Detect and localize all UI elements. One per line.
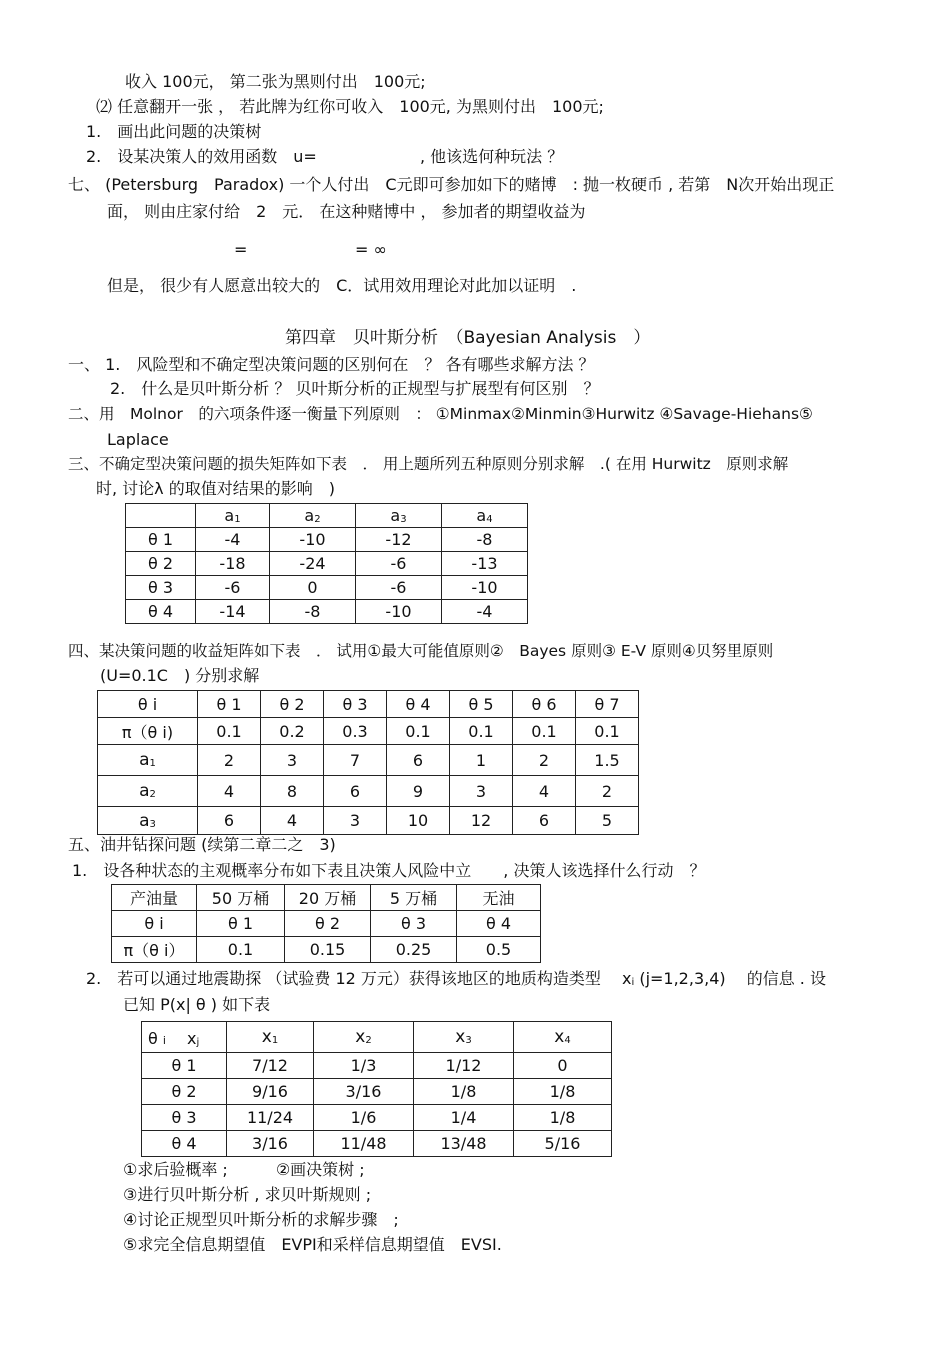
text-line: , 他该选何种玩法 ？ [420, 147, 564, 166]
table-cell: 5 万桶 [371, 885, 457, 911]
table-row [142, 1079, 612, 1105]
table-cell: -6 [356, 552, 442, 576]
table-cell: 1/3 [314, 1053, 414, 1079]
table-cell: 20 万桶 [285, 885, 371, 911]
table-cell: 50 万桶 [197, 885, 285, 911]
table-row [112, 937, 541, 963]
table-cell: θ 4 [142, 1131, 227, 1157]
text-line: ⑤求完全信息期望值 EVPI和采样信息期望值 EVSI. [123, 1235, 502, 1254]
text-line: Laplace [107, 430, 169, 449]
table-cell: 6 [513, 807, 576, 835]
table-cell: 7 [324, 745, 387, 776]
prior-table [111, 884, 541, 963]
table-cell: -6 [196, 576, 270, 600]
table-cell: 1/6 [314, 1105, 414, 1131]
table-cell: -24 [270, 552, 356, 576]
table-cell: $x_1$ [227, 1022, 314, 1053]
table-cell: 13/48 [414, 1131, 514, 1157]
text-line: 但是， 很少有人愿意出较大的 C．试用效用理论对此加以证明 . [107, 276, 577, 295]
table-cell: θ 3 [126, 576, 196, 600]
table-cell: θ 7 [576, 691, 639, 718]
table-cell: $a_4$ [442, 504, 528, 528]
table-cell: 5/16 [514, 1131, 612, 1157]
table-cell: θ 3 [324, 691, 387, 718]
likelihood-table [141, 1021, 612, 1157]
table-cell: 0.1 [197, 937, 285, 963]
table-cell: -8 [270, 600, 356, 624]
table-cell: 2 [576, 776, 639, 807]
table-cell: 4 [261, 807, 324, 835]
table-header-row [98, 691, 639, 718]
table-row [126, 552, 528, 576]
table-cell: 0 [270, 576, 356, 600]
text-line: 1. 画出此问题的决策树 [86, 122, 262, 141]
table-cell: θ 1 [197, 911, 285, 937]
table-cell: $a_1$ [196, 504, 270, 528]
table-row [126, 528, 528, 552]
table-cell: -4 [442, 600, 528, 624]
table-cell: 5 [576, 807, 639, 835]
table-cell: 1/8 [414, 1079, 514, 1105]
text-line: 1. 设各种状态的主观概率分布如下表且决策人风险中立 , 决策人该选择什么行动 ？ [72, 861, 706, 880]
text-line: (U=0.1C ) 分别求解 [100, 666, 260, 685]
table-cell: 0.1 [513, 718, 576, 745]
table-cell: 9 [387, 776, 450, 807]
table-cell: $x_4$ [514, 1022, 612, 1053]
text-line: 七、 (Petersburg Paradox) 一个人付出 C元即可参加如下的赌博 : 抛一枚硬币 , 若第 N次开始出现正 [68, 175, 835, 194]
table-cell: 3 [324, 807, 387, 835]
table-cell: 3 [261, 745, 324, 776]
table-cell: 0.1 [387, 718, 450, 745]
table-header-row [112, 885, 541, 911]
table-cell: θ i [98, 691, 198, 718]
table-cell: 6 [198, 807, 261, 835]
table-cell: θ 4 [457, 911, 541, 937]
table-cell: 3/16 [314, 1079, 414, 1105]
table-cell: 4 [513, 776, 576, 807]
text-line: 2. 设某决策人的效用函数 u= [86, 147, 317, 166]
table-row [142, 1105, 612, 1131]
table-cell: 0.2 [261, 718, 324, 745]
text-line: 四、某决策问题的收益矩阵如下表 ． 试用①最大可能值原则② Bayes 原则③ E-V 原则④贝努里原则 [68, 642, 774, 660]
text-line [86, 969, 826, 993]
table-row [112, 911, 541, 937]
table-cell: 3 [450, 776, 513, 807]
table-cell: θ i $x_j$ [142, 1022, 227, 1053]
table-header-row [142, 1022, 612, 1053]
table-cell: 2 [513, 745, 576, 776]
table-cell: 6 [387, 745, 450, 776]
table-cell: -10 [356, 600, 442, 624]
text-line: 2. 什么是贝叶斯分析 ？ 贝叶斯分析的正规型与扩展型有何区别 ？ [110, 379, 600, 398]
table-cell: $a_2$ [270, 504, 356, 528]
table-cell: 0.1 [450, 718, 513, 745]
table-cell: -12 [356, 528, 442, 552]
table-cell: -4 [196, 528, 270, 552]
text-segment: i [631, 977, 635, 988]
text-line: 五、油井钻探问题 (续第二章二之 3) [68, 835, 336, 854]
table-cell: 12 [450, 807, 513, 835]
table-cell [126, 504, 196, 528]
table-row [98, 776, 639, 807]
text-line: 收入 100元， 第二张为黑则付出 100元; [125, 72, 426, 91]
table-cell: π（θ i) [98, 718, 198, 745]
text-line: 三、不确定型决策问题的损失矩阵如下表 ． 用上题所列五种原则分别求解 .( 在用 Hurwitz 原则求解 [68, 455, 789, 473]
table-cell: θ 2 [285, 911, 371, 937]
table-cell: 1.5 [576, 745, 639, 776]
table-cell: θ 2 [142, 1079, 227, 1105]
table-cell: 0.1 [198, 718, 261, 745]
text-line: ①求后验概率 ; ②画决策树 ; [123, 1160, 365, 1179]
table-row [98, 807, 639, 835]
table-cell: θ 4 [126, 600, 196, 624]
table-cell: 0.5 [457, 937, 541, 963]
table-cell: -8 [442, 528, 528, 552]
table-cell: 9/16 [227, 1079, 314, 1105]
table-cell: 10 [387, 807, 450, 835]
text-line: 面， 则由庄家付给 2 元． 在这种赌博中 ， 参加者的期望收益为 [107, 202, 586, 221]
text-line: ⑵ 任意翻开一张 ， 若此牌为红你可收入 100元, 为黑则付出 100元; [96, 97, 604, 116]
table-cell: θ 1 [198, 691, 261, 718]
table-cell: 0.15 [285, 937, 371, 963]
table-cell: 0 [514, 1053, 612, 1079]
table-cell: -18 [196, 552, 270, 576]
table-cell: 11/48 [314, 1131, 414, 1157]
loss-matrix-table [125, 503, 528, 624]
table-cell: -10 [442, 576, 528, 600]
table-cell: $a_2$ [98, 776, 198, 807]
table-row [142, 1053, 612, 1079]
table-cell: θ 1 [142, 1053, 227, 1079]
text-line: 二、用 Molnor 的六项条件逐一衡量下列原则 ： ①Minmax②Minmin③Hurwitz ④Savage-Hiehans⑤ [68, 405, 813, 423]
table-cell: π（θ i） [112, 937, 197, 963]
table-cell: -14 [196, 600, 270, 624]
table-cell: 1/8 [514, 1079, 612, 1105]
table-row [126, 600, 528, 624]
table-cell: θ 2 [126, 552, 196, 576]
table-cell: -6 [356, 576, 442, 600]
table-header-row [126, 504, 528, 528]
text-segment: 2. 若可以通过地震勘探 （试验费 12 万元）获得该地区的地质构造类型 x [86, 969, 632, 988]
table-cell: -13 [442, 552, 528, 576]
text-line: = [234, 240, 248, 259]
table-row [142, 1131, 612, 1157]
text-line: 已知 P(x| θ ) 如下表 [123, 995, 271, 1014]
table-row [98, 745, 639, 776]
table-cell: 2 [198, 745, 261, 776]
table-cell: 6 [324, 776, 387, 807]
table-cell: θ 3 [371, 911, 457, 937]
text-line: = ∞ [355, 240, 387, 259]
text-line: ③进行贝叶斯分析 , 求贝叶斯规则 ; [123, 1185, 372, 1204]
table-cell: θ 1 [126, 528, 196, 552]
table-cell: 1/12 [414, 1053, 514, 1079]
table-cell: $x_2$ [314, 1022, 414, 1053]
table-cell: θ 6 [513, 691, 576, 718]
table-cell: θ 4 [387, 691, 450, 718]
table-cell: θ i [112, 911, 197, 937]
table-cell: 7/12 [227, 1053, 314, 1079]
table-cell: 产油量 [112, 885, 197, 911]
table-cell: 0.1 [576, 718, 639, 745]
table-cell: 1/4 [414, 1105, 514, 1131]
text-line: ④讨论正规型贝叶斯分析的求解步骤 ; [123, 1210, 399, 1229]
table-cell: 0.25 [371, 937, 457, 963]
table-cell: 1/8 [514, 1105, 612, 1131]
table-cell: $x_3$ [414, 1022, 514, 1053]
table-cell: $a_1$ [98, 745, 198, 776]
table-row [126, 576, 528, 600]
table-cell: 无油 [457, 885, 541, 911]
chapter-title: 第四章 贝叶斯分析 （Bayesian Analysis ） [285, 328, 651, 348]
table-cell: 0.3 [324, 718, 387, 745]
table-cell: θ 2 [261, 691, 324, 718]
table-cell: 4 [198, 776, 261, 807]
table-cell: 1 [450, 745, 513, 776]
table-cell: -10 [270, 528, 356, 552]
table-cell: 8 [261, 776, 324, 807]
table-cell: θ 3 [142, 1105, 227, 1131]
table-cell: 11/24 [227, 1105, 314, 1131]
text-line: 一、 1. 风险型和不确定型决策问题的区别何在 ？ 各有哪些求解方法 ？ [68, 355, 595, 374]
gain-matrix-table [97, 690, 639, 835]
table-cell: $a_3$ [98, 807, 198, 835]
text-line: 时, 讨论λ 的取值对结果的影响 ) [96, 479, 335, 498]
text-segment: (j=1,2,3,4) 的信息 . 设 [634, 969, 826, 988]
table-row [98, 718, 639, 745]
table-cell: θ 5 [450, 691, 513, 718]
table-cell: 3/16 [227, 1131, 314, 1157]
table-cell: $a_3$ [356, 504, 442, 528]
